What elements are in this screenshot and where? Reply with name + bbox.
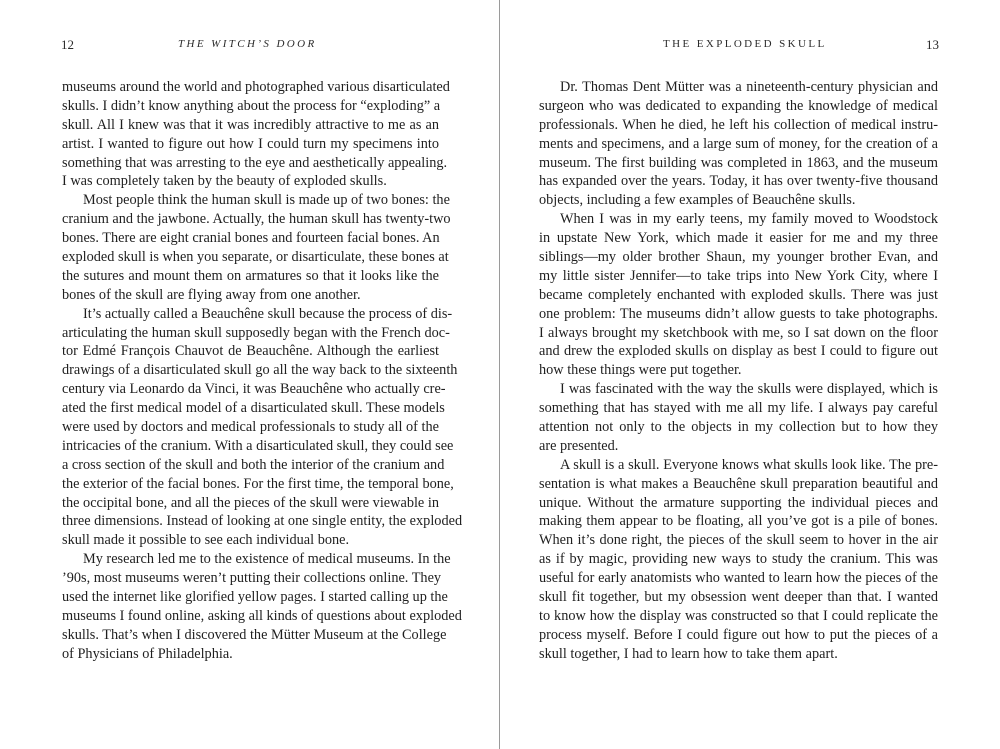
- text-line: artist. I wanted to figure out how I could turn my specimens into: [62, 135, 439, 152]
- text-line: making them appear to be floating, all you’ve got is a pile of bones.: [539, 513, 938, 530]
- text-line: articulating the human skull supposedly began with the French doc-: [62, 324, 450, 341]
- text-line: process myself. Before I could figure out how to put the pieces of a: [539, 626, 938, 643]
- text-line: as if by magic, providing new ways to study the cranium. This was: [539, 551, 938, 568]
- text-line: used the internet like glorified yellow pages. I started calling up the: [62, 589, 448, 606]
- text-line: My research led me to the existence of medical museums. In the: [83, 551, 451, 568]
- text-line: siblings—my older brother Shaun, my younger brother Evan, and: [539, 249, 938, 266]
- text-line: ated the first medical model of a disarticulated skull. These models: [62, 400, 445, 417]
- text-line: and drew the exploded skulls on display as best I could to figure out: [539, 343, 938, 360]
- text-line: It’s actually called a Beauchêne skull because the process of dis-: [83, 305, 453, 322]
- text-line: Most people think the human skull is made up of two bones: the: [83, 192, 450, 209]
- text-line: century via Leonardo da Vinci, it was Beauchêne who actually cre-: [62, 381, 446, 398]
- text-line: I was fascinated with the way the skulls were displayed, which is: [560, 381, 938, 398]
- text-line: intricacies of the cranium. With a disarticulated skull, they could see: [62, 437, 454, 454]
- page-number: 12: [61, 37, 74, 52]
- running-head: THE EXPLODED SKULL: [663, 38, 827, 50]
- text-line: became completely enchanted with exploded skulls. There was just: [539, 286, 938, 303]
- text-line: something that was arresting to the eye and aesthetically appealing.: [62, 154, 448, 171]
- text-line: drawings of a disarticulated skull go all the way back to the sixteenth: [62, 362, 458, 379]
- text-line: attention not only to the objects in my collection but to how they: [539, 419, 938, 436]
- text-line: museum. The first building was completed in 1863, and the museum: [539, 154, 938, 171]
- text-line: to know how the display was constructed so that I could replicate the: [539, 607, 938, 624]
- text-line: ments and specimens, and a large sum of money, for the creation of a: [539, 135, 938, 152]
- text-line: Dr. Thomas Dent Mütter was a nineteenth-century physician and: [560, 79, 938, 95]
- text-line: unique. Without the armature supporting the individual pieces and: [539, 494, 938, 511]
- text-line: something that has stayed with me all my life. I always pay careful: [539, 400, 938, 417]
- running-head: THE WITCH’S DOOR: [178, 38, 317, 50]
- text-line: objects, including a few examples of Beauchêne skulls.: [539, 192, 856, 209]
- body-text: [539, 78, 938, 664]
- text-line: sentation is what makes a Beauchêne skull preparation beautiful and: [539, 475, 938, 492]
- text-line: are presented.: [539, 437, 619, 454]
- body-text: [62, 78, 463, 664]
- text-line: tor Edmé François Chauvot de Beauchêne. Although the earliest: [62, 343, 439, 360]
- text-line: exploded skull is when you separate, or disarticulate, these bones at: [62, 249, 449, 266]
- text-line: the sutures and mount them on armatures so that it looks like the: [62, 267, 439, 284]
- text-line: useful for early anatomists who wanted to learn how the pieces of the: [539, 570, 938, 587]
- text-line: how these things were put together.: [539, 362, 742, 379]
- text-line: the exterior of the facial bones. For the first time, the temporal bone,: [62, 475, 454, 492]
- text-line: in upstate New York, which made it easier for me and my three: [539, 230, 938, 247]
- text-line: skulls. That’s when I discovered the Mütter Museum at the College: [62, 626, 447, 643]
- text-line: skulls. I didn’t know anything about the process for “exploding” a: [62, 97, 441, 114]
- text-line: I was completely taken by the beauty of exploded skulls.: [62, 173, 387, 190]
- text-line: museums around the world and photographed various disarticulated: [62, 79, 450, 95]
- text-line: When I was in my early teens, my family moved to Woodstock: [560, 211, 938, 228]
- text-line: the occipital bone, and all the pieces of the skull were viewable in: [62, 494, 439, 511]
- text-line: skull. All I knew was that it was incredibly attractive to me as an: [62, 116, 439, 133]
- text-line: skull made it possible to see each individual bone.: [62, 532, 350, 549]
- text-line: my little sister Jennifer—to take trips into New York City, where I: [539, 267, 938, 284]
- gutter-divider: [499, 0, 500, 749]
- text-line: skull together, I had to learn how to take them apart.: [539, 645, 838, 662]
- text-line: a cross section of the skull and both the interior of the cranium and: [62, 456, 445, 473]
- page-number: 13: [926, 37, 939, 52]
- text-line: I always brought my sketchbook with me, so I sat down on the floor: [539, 324, 938, 341]
- text-line: professionals. When he died, he left his collection of medical instru-: [539, 116, 938, 133]
- text-line: of Physicians of Philadelphia.: [62, 645, 233, 662]
- text-line: A skull is a skull. Everyone knows what skulls look like. The pre-: [560, 456, 938, 473]
- text-line: surgeon who was dedicated to expanding the knowledge of medical: [539, 97, 938, 114]
- text-line: three dimensions. Instead of looking at one single entity, the exploded: [62, 513, 463, 530]
- text-line: bones. There are eight cranial bones and fourteen facial bones. An: [62, 230, 440, 247]
- text-line: When it’s done right, the pieces of the skull seem to hover in the air: [539, 532, 938, 549]
- text-line: museums I found online, asking all kinds of questions about exploded: [62, 607, 462, 624]
- text-line: cranium and the jawbone. Actually, the human skull has twenty-two: [62, 211, 451, 228]
- text-line: one problem: The museums didn’t allow guests to take photographs.: [539, 305, 938, 322]
- text-line: bones of the skull are flying away from one another.: [62, 286, 361, 303]
- text-line: were used by doctors and medical professionals to study all of the: [62, 419, 439, 436]
- text-line: skull fit together, but my obsession went deeper than that. I wanted: [539, 589, 938, 606]
- right-page: [501, 0, 1000, 749]
- text-line: has expanded over the years. Today, it has over twenty-five thousand: [539, 173, 938, 190]
- text-line: ’90s, most museums weren’t putting their collections online. They: [62, 570, 442, 587]
- left-page: [0, 0, 499, 749]
